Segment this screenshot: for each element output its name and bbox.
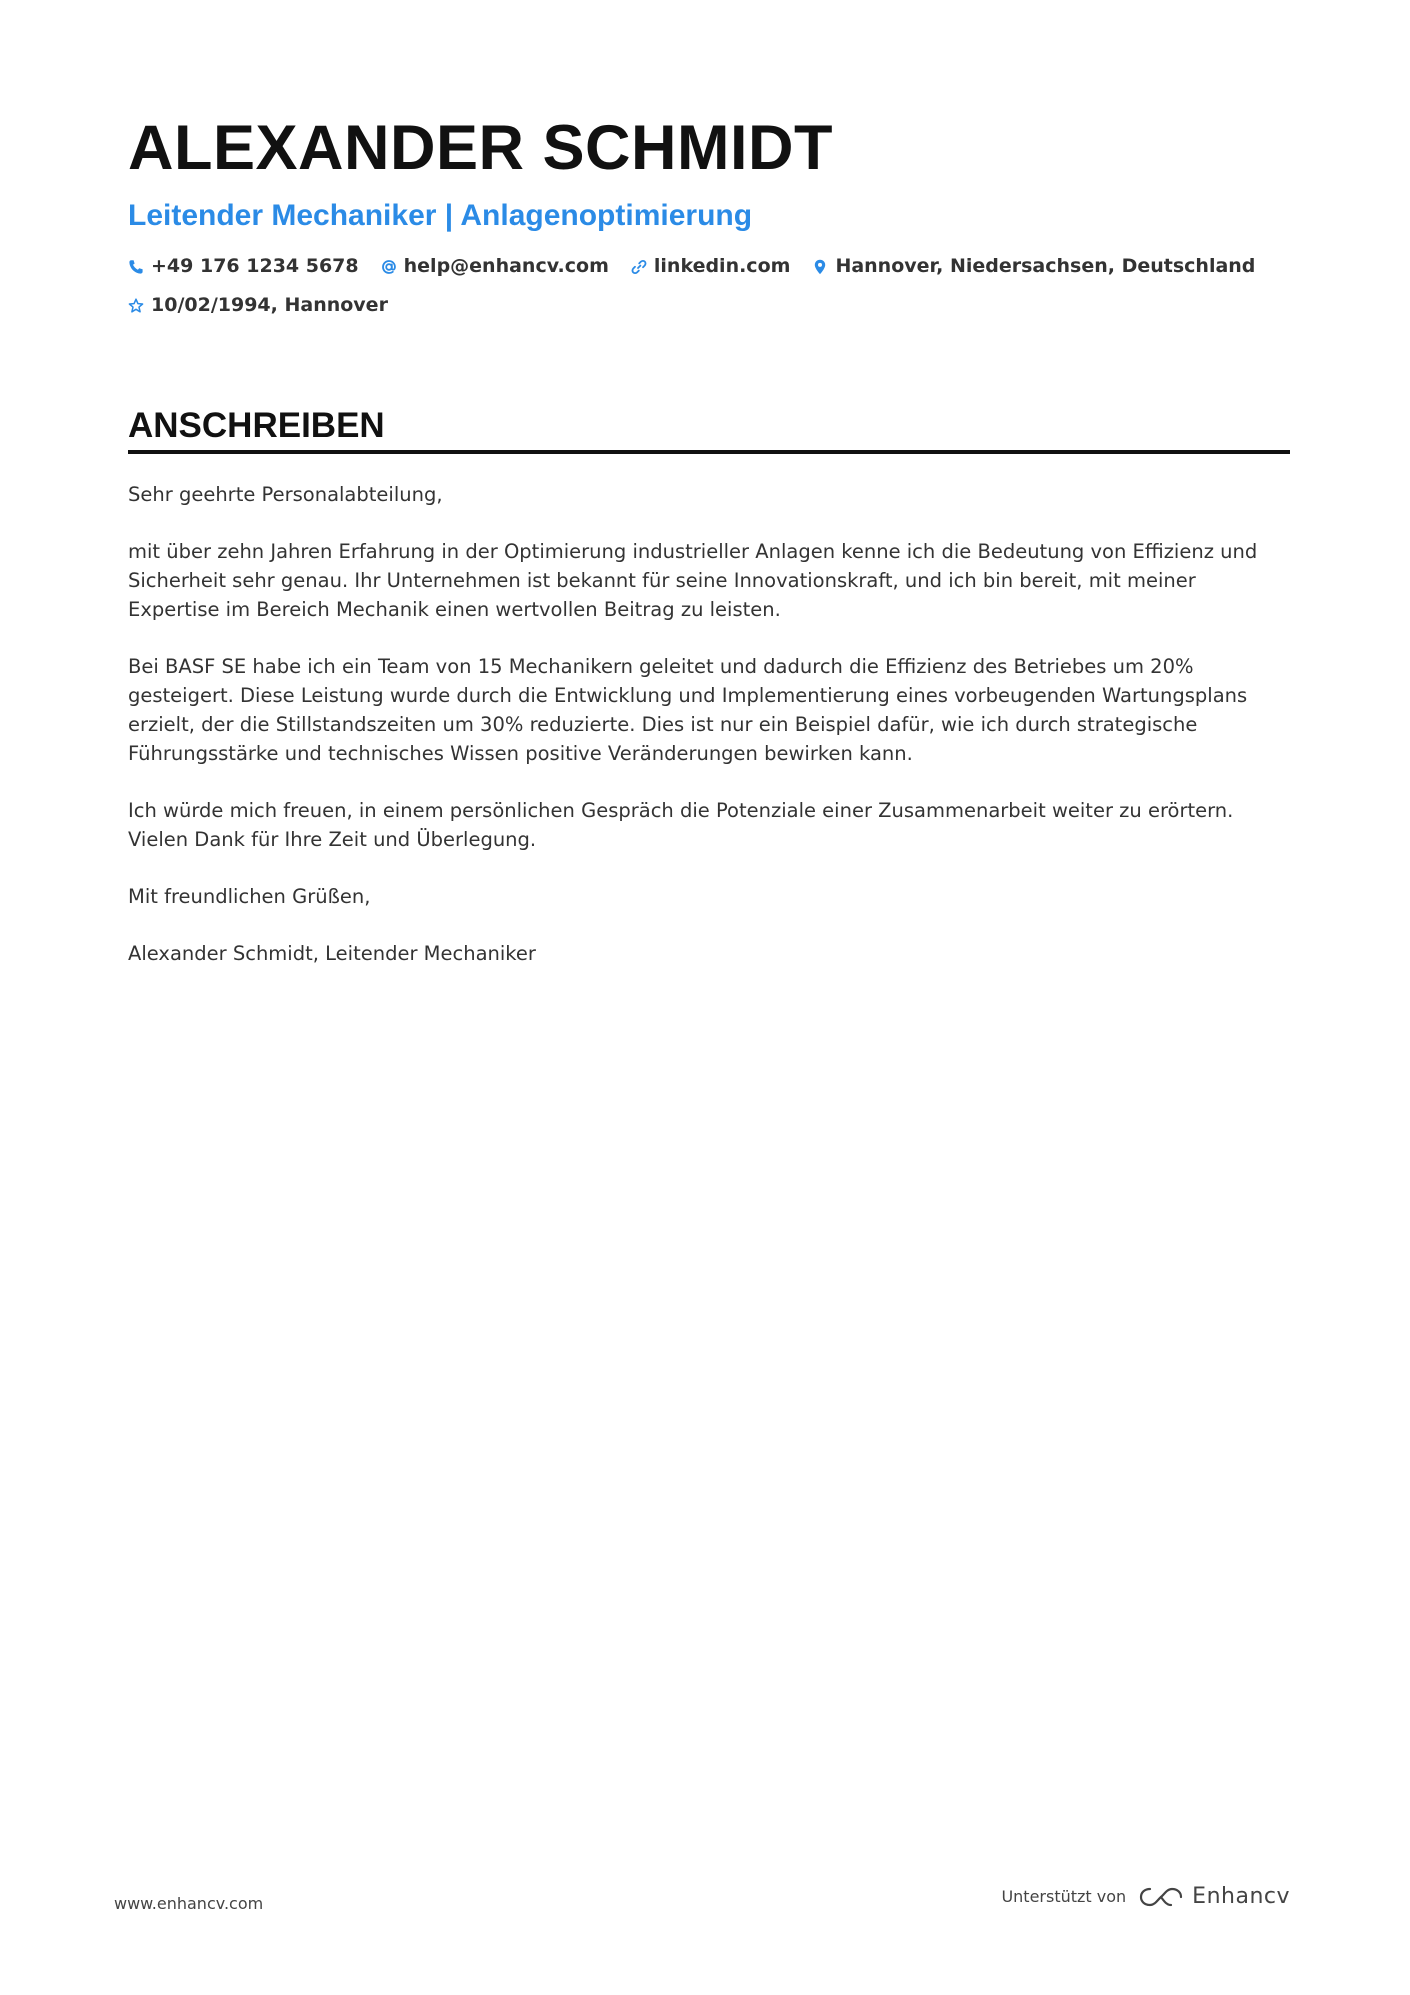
birth-text: 10/02/1994, Hannover: [151, 294, 388, 316]
phone-icon: [128, 259, 144, 275]
link-icon: [631, 259, 647, 275]
location-text: Hannover, Niedersachsen, Deutschland: [835, 255, 1256, 277]
applicant-name: ALEXANDER SCHMIDT: [128, 113, 834, 183]
cover-letter-section: [128, 404, 1290, 996]
footer-website: www.enhancv.com: [114, 1894, 264, 1913]
phone-text: +49 176 1234 5678: [151, 255, 359, 277]
email-text: help@enhancv.com: [403, 255, 609, 277]
header: [128, 112, 1288, 320]
paragraph: Ich würde mich freuen, in einem persönlichen Gespräch die Potenziale einer Zusammenarbeit weiter zu erörtern. Vielen Dank für Ihre Zeit und Überlegung.: [128, 799, 1234, 851]
closing: Mit freundlichen Grüßen,: [128, 885, 371, 908]
enhancv-logo-icon: [1138, 1885, 1184, 1909]
contact-email: [381, 252, 609, 281]
contact-info: [128, 252, 1288, 320]
section-title: ANSCHREIBEN: [128, 406, 385, 445]
signature: Alexander Schmidt, Leitender Mechaniker: [128, 942, 536, 965]
star-icon: [128, 298, 144, 314]
contact-birth: [128, 291, 388, 320]
letter-body: [128, 480, 1290, 968]
contact-phone: [128, 252, 359, 281]
at-icon: [381, 259, 397, 275]
contact-link: [631, 252, 791, 281]
brand-name: Enhancv: [1192, 1884, 1290, 1909]
job-title: Leitender Mechaniker | Anlagenoptimierung: [128, 199, 753, 232]
link-text: linkedin.com: [653, 255, 791, 277]
location-pin-icon: [812, 259, 828, 275]
section-divider: [128, 450, 1290, 454]
contact-location: [812, 252, 1255, 281]
paragraph: Bei BASF SE habe ich ein Team von 15 Mechanikern geleitet und dadurch die Effizienz des Betriebes um 20% gesteigert. Diese Leistung wurde durch die Entwicklung und Implementierung eines vorbeugenden Wartungsplans erzielt, der die Stillstandszeiten um 30% reduzierte. Dies ist nur ein Beispiel dafür, wie ich durch strategische Führungsstärke und technisches Wissen positive Veränderungen bewirken kann.: [128, 655, 1248, 765]
powered-by-label: Unterstützt von: [1001, 1887, 1127, 1906]
paragraph: mit über zehn Jahren Erfahrung in der Optimierung industrieller Anlagen kenne ich die Bedeutung von Effizienz und Sicherheit sehr genau. Ihr Unternehmen ist bekannt für seine Innovationskraft, und ich bin bereit, mit meiner Expertise im Bereich Mechanik einen wertvollen Beitrag zu leisten.: [128, 540, 1258, 621]
salutation: Sehr geehrte Personalabteilung,: [128, 483, 443, 506]
footer-branding: [1001, 1884, 1290, 1909]
